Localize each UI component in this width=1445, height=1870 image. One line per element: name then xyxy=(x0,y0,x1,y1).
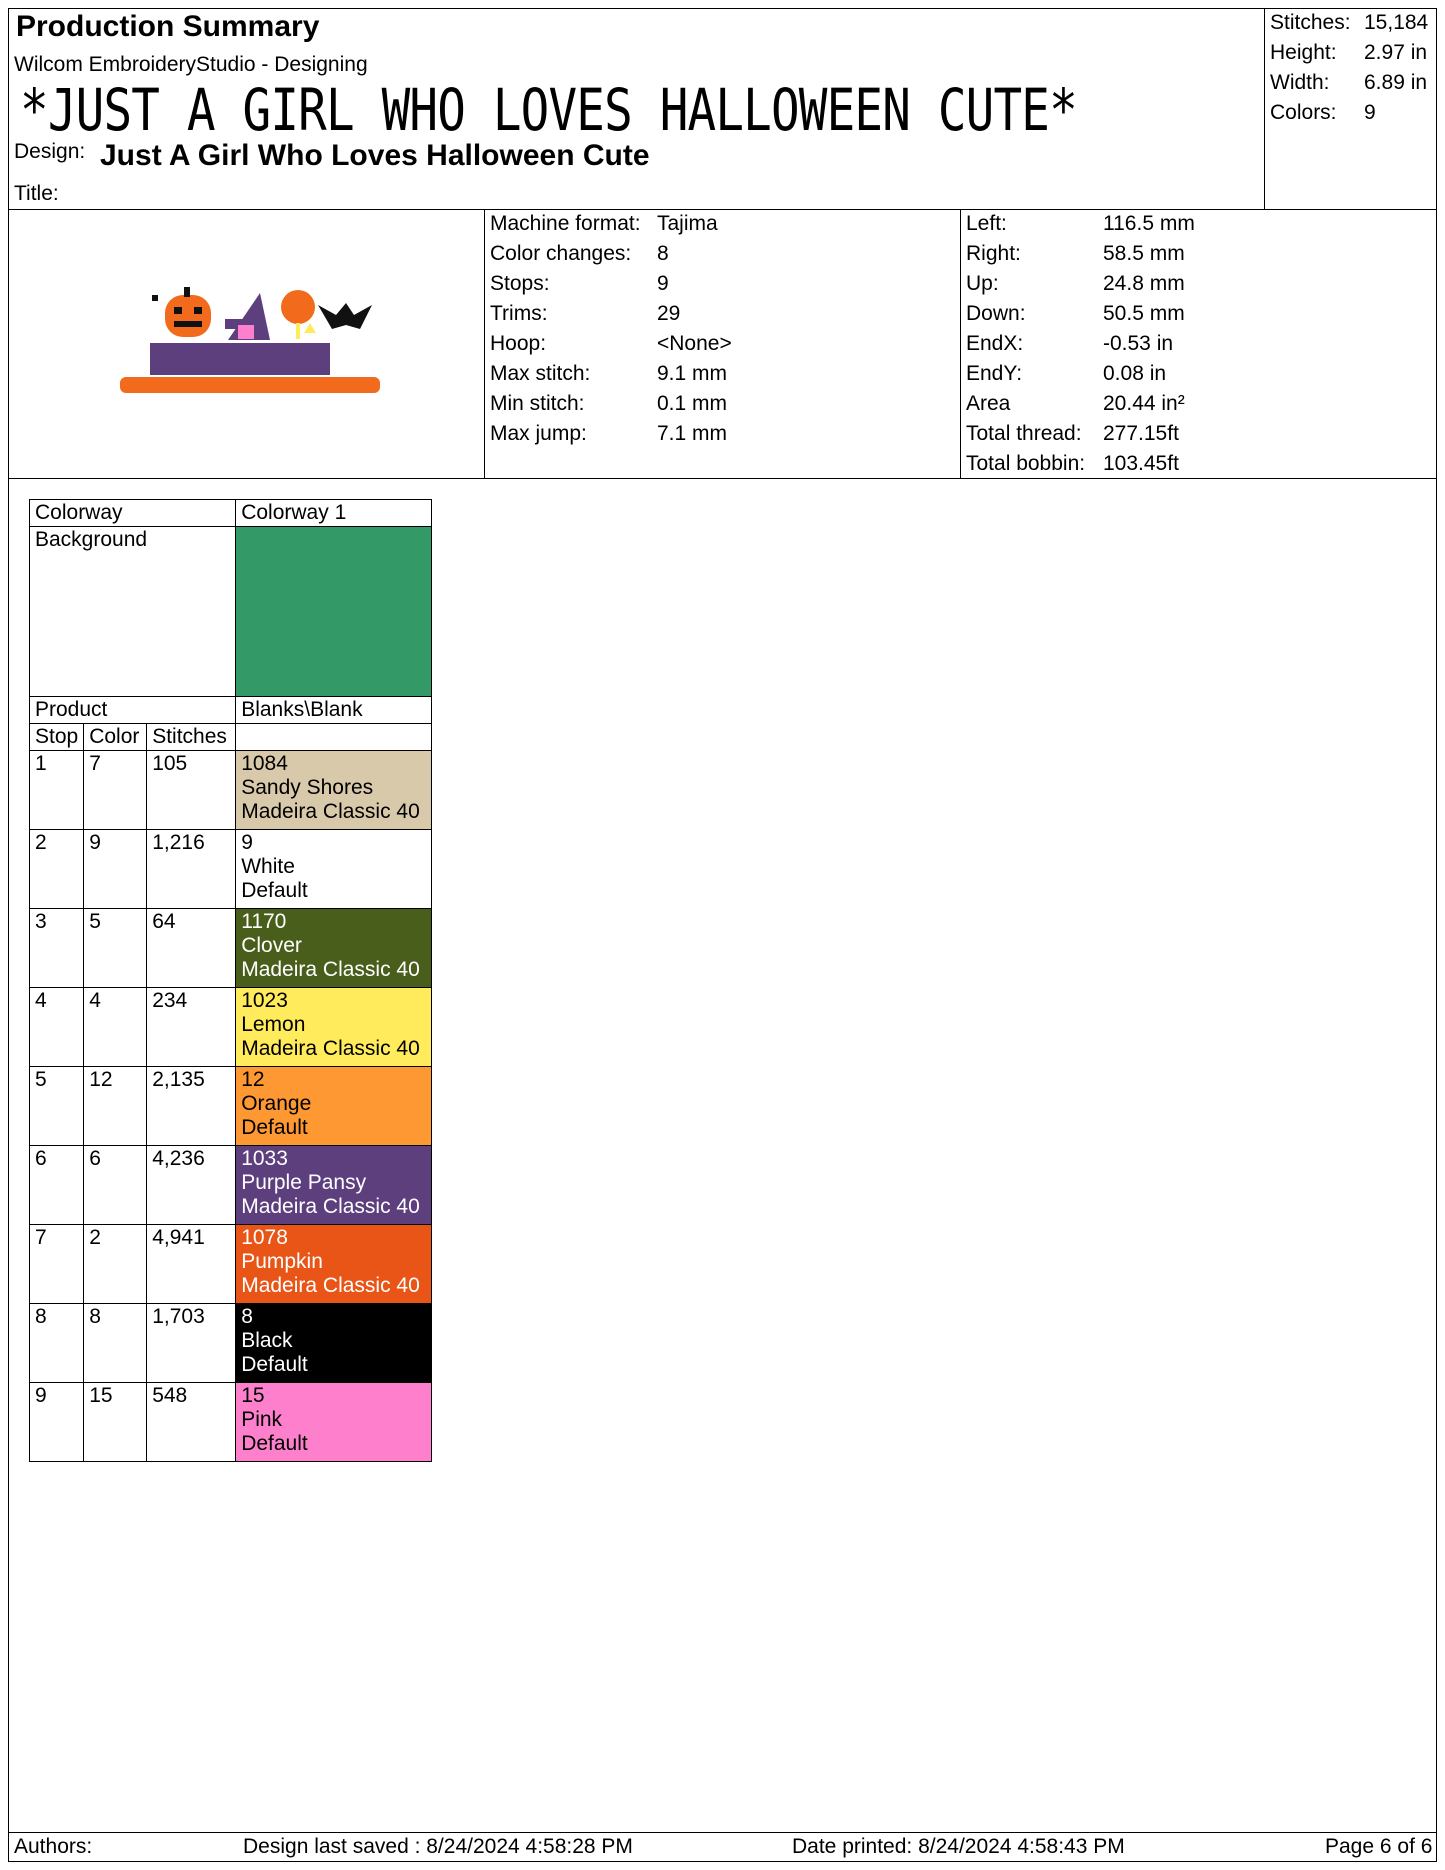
thread-row xyxy=(30,1383,432,1462)
thread-row xyxy=(30,751,432,830)
background-label: Background xyxy=(30,527,236,697)
extent-stat-row xyxy=(966,329,1432,359)
thread-code: 8 xyxy=(241,1305,253,1328)
extent-stat-row xyxy=(966,449,1432,479)
col-thread-header xyxy=(236,724,432,751)
thread-swatch xyxy=(236,988,432,1067)
col-stitches-header: Stitches xyxy=(147,724,236,751)
footer-divider xyxy=(8,1832,1437,1833)
thread-name: Purple Pansy xyxy=(241,1171,367,1194)
extent-stat-row xyxy=(966,269,1432,299)
thread-name: Lemon xyxy=(241,1013,306,1036)
thread-stitches: 2,135 xyxy=(147,1067,236,1146)
col-stop-header: Stop xyxy=(30,724,84,751)
design-big-name: *JUST A GIRL WHO LOVES HALLOWEEN CUTE* xyxy=(20,76,1077,144)
thread-code: 1033 xyxy=(241,1147,288,1170)
extent-stat-value: 116.5 mm xyxy=(1103,212,1195,235)
stat-row xyxy=(1270,8,1435,38)
machine-stat-label: Trims: xyxy=(490,302,548,325)
thread-name: Pumpkin xyxy=(241,1250,323,1273)
thread-stitches: 4,941 xyxy=(147,1225,236,1304)
pumpkin-icon xyxy=(165,287,211,337)
thread-stitches: 234 xyxy=(147,988,236,1067)
thread-color: 5 xyxy=(84,909,147,988)
colorway-label: Colorway xyxy=(30,500,236,527)
thread-stitches: 1,216 xyxy=(147,830,236,909)
thread-stitches: 4,236 xyxy=(147,1146,236,1225)
thread-swatch xyxy=(236,751,432,830)
thread-swatch xyxy=(236,1067,432,1146)
extents-block xyxy=(966,209,1432,479)
thread-color: 8 xyxy=(84,1304,147,1383)
thread-row xyxy=(30,1225,432,1304)
extent-stat-row xyxy=(966,239,1432,269)
thread-swatch xyxy=(236,1383,432,1462)
stat-value: 15,184 xyxy=(1364,11,1429,34)
thread-stop: 9 xyxy=(30,1383,84,1462)
stats-block xyxy=(1270,8,1435,128)
thread-name: Pink xyxy=(241,1408,283,1431)
thread-name: Black xyxy=(241,1329,293,1352)
thread-swatch xyxy=(236,1304,432,1383)
stat-label: Stitches: xyxy=(1270,11,1351,34)
extent-stat-label: Left: xyxy=(966,212,1007,235)
thread-stop: 3 xyxy=(30,909,84,988)
machine-stat-row xyxy=(490,389,956,419)
thread-row xyxy=(30,1067,432,1146)
thread-brand: Madeira Classic 40 xyxy=(241,1274,420,1297)
thread-brand: Default xyxy=(241,1116,308,1139)
thread-swatch xyxy=(236,1146,432,1225)
thread-brand: Default xyxy=(241,1353,308,1376)
footer-page-number: Page 6 of 6 xyxy=(1325,1835,1433,1858)
colorway-name: Colorway 1 xyxy=(236,500,432,527)
thread-brand: Default xyxy=(241,879,308,902)
thread-brand: Madeira Classic 40 xyxy=(241,958,420,981)
thread-stitches: 1,703 xyxy=(147,1304,236,1383)
thread-code: 1078 xyxy=(241,1226,288,1249)
thread-stop: 8 xyxy=(30,1304,84,1383)
machine-stat-row xyxy=(490,359,956,389)
extent-stat-row xyxy=(966,419,1432,449)
machine-stat-label: Machine format: xyxy=(490,212,641,235)
stat-value: 2.97 in xyxy=(1364,41,1428,64)
machine-stat-label: Hoop: xyxy=(490,332,547,355)
stat-value: 6.89 in xyxy=(1364,71,1428,94)
extent-stat-row xyxy=(966,359,1432,389)
thread-stop: 5 xyxy=(30,1067,84,1146)
machine-stat-row xyxy=(490,299,956,329)
colorway-table xyxy=(29,499,432,1462)
extent-stat-label: Total thread: xyxy=(966,422,1082,445)
machine-stat-label: Max stitch: xyxy=(490,362,591,385)
extent-stat-label: Up: xyxy=(966,272,999,295)
header-divider xyxy=(1264,8,1265,209)
thread-color: 9 xyxy=(84,830,147,909)
machine-stat-label: Color changes: xyxy=(490,242,632,265)
extent-stat-value: 103.45ft xyxy=(1103,452,1179,475)
stat-label: Width: xyxy=(1270,71,1330,94)
stat-label: Height: xyxy=(1270,41,1337,64)
extent-stat-value: 50.5 mm xyxy=(1103,302,1185,325)
machine-stat-label: Min stitch: xyxy=(490,392,585,415)
thread-stop: 1 xyxy=(30,751,84,830)
product-value: Blanks\Blank xyxy=(236,697,432,724)
thread-code: 12 xyxy=(241,1068,265,1091)
extent-stat-label: Down: xyxy=(966,302,1026,325)
page-title: Production Summary xyxy=(16,10,320,43)
column-divider xyxy=(960,209,961,478)
machine-stat-value: <None> xyxy=(657,332,732,355)
thread-code: 15 xyxy=(241,1384,265,1407)
thread-name: Clover xyxy=(241,934,302,957)
machine-stat-value: 9 xyxy=(657,272,669,295)
extent-stat-value: 277.15ft xyxy=(1103,422,1179,445)
extent-stat-row xyxy=(966,389,1432,419)
thread-name: Orange xyxy=(241,1092,312,1115)
thread-stitches: 64 xyxy=(147,909,236,988)
thread-brand: Default xyxy=(241,1432,308,1455)
thread-code: 1023 xyxy=(241,989,288,1012)
thread-stop: 6 xyxy=(30,1146,84,1225)
machine-stat-row xyxy=(490,269,956,299)
extent-stat-value: 0.08 in xyxy=(1103,362,1167,385)
extent-stat-row xyxy=(966,299,1432,329)
lollipop-icon xyxy=(281,290,316,339)
stat-label: Colors: xyxy=(1270,101,1337,124)
thread-code: 9 xyxy=(241,831,253,854)
footer-authors: Authors: xyxy=(14,1835,93,1858)
thread-color: 12 xyxy=(84,1067,147,1146)
col-color-header: Color xyxy=(84,724,147,751)
thread-row xyxy=(30,1146,432,1225)
machine-stat-value: 0.1 mm xyxy=(657,392,728,415)
thread-brand: Madeira Classic 40 xyxy=(241,800,420,823)
extent-stat-label: EndY: xyxy=(966,362,1023,385)
thread-code: 1170 xyxy=(241,910,287,933)
thread-name: White xyxy=(241,855,295,878)
bat-icon xyxy=(318,303,372,329)
thread-stitches: 105 xyxy=(147,751,236,830)
thread-brand: Madeira Classic 40 xyxy=(241,1195,420,1218)
extent-stat-label: EndX: xyxy=(966,332,1024,355)
extent-stat-label: Total bobbin: xyxy=(966,452,1086,475)
thread-stop: 4 xyxy=(30,988,84,1067)
thread-swatch xyxy=(236,909,432,988)
software-name: Wilcom EmbroideryStudio - Designing xyxy=(14,53,368,76)
thread-row xyxy=(30,1304,432,1383)
extent-stat-value: 20.44 in² xyxy=(1103,392,1185,415)
thread-color: 15 xyxy=(84,1383,147,1462)
machine-stat-value: 7.1 mm xyxy=(657,422,728,445)
design-name: Just A Girl Who Loves Halloween Cute xyxy=(100,139,650,172)
machine-stat-value: 9.1 mm xyxy=(657,362,728,385)
extent-stat-value: 24.8 mm xyxy=(1103,272,1185,295)
extent-stat-value: 58.5 mm xyxy=(1103,242,1185,265)
thread-swatch xyxy=(236,830,432,909)
thread-brand: Madeira Classic 40 xyxy=(241,1037,420,1060)
column-divider xyxy=(484,209,485,478)
thread-stop: 2 xyxy=(30,830,84,909)
extent-stat-row xyxy=(966,209,1432,239)
title-label: Title: xyxy=(14,182,59,205)
machine-stat-value: 29 xyxy=(657,302,681,325)
extent-stat-label: Right: xyxy=(966,242,1021,265)
stat-row xyxy=(1270,68,1435,98)
thread-swatch xyxy=(236,1225,432,1304)
design-preview-image xyxy=(110,285,385,405)
product-label: Product xyxy=(30,697,236,724)
design-label: Design: xyxy=(14,140,86,163)
thread-row xyxy=(30,909,432,988)
thread-color: 2 xyxy=(84,1225,147,1304)
thread-color: 6 xyxy=(84,1146,147,1225)
machine-stat-row xyxy=(490,209,956,239)
thread-row xyxy=(30,830,432,909)
stat-value: 9 xyxy=(1364,101,1376,124)
machine-stat-label: Max jump: xyxy=(490,422,587,445)
thread-row xyxy=(30,988,432,1067)
extent-stat-label: Area xyxy=(966,392,1011,415)
machine-stat-value: 8 xyxy=(657,242,669,265)
thread-color: 4 xyxy=(84,988,147,1067)
stat-row xyxy=(1270,38,1435,68)
thread-code: 1084 xyxy=(241,752,288,775)
extent-stat-value: -0.53 in xyxy=(1103,332,1174,355)
background-swatch xyxy=(236,527,432,697)
thread-stitches: 548 xyxy=(147,1383,236,1462)
machine-stat-row xyxy=(490,239,956,269)
footer-date-printed: Date printed: 8/24/2024 4:58:43 PM xyxy=(792,1835,1125,1858)
machine-block xyxy=(490,209,956,449)
machine-stat-value: Tajima xyxy=(657,212,718,235)
thread-name: Sandy Shores xyxy=(241,776,374,799)
thread-color: 7 xyxy=(84,751,147,830)
footer-last-saved: Design last saved : 8/24/2024 4:58:28 PM xyxy=(243,1835,633,1858)
machine-stat-row xyxy=(490,419,956,449)
thread-stop: 7 xyxy=(30,1225,84,1304)
stat-row xyxy=(1270,98,1435,128)
witch-hat-icon xyxy=(225,293,270,340)
machine-stat-row xyxy=(490,329,956,359)
machine-stat-label: Stops: xyxy=(490,272,550,295)
